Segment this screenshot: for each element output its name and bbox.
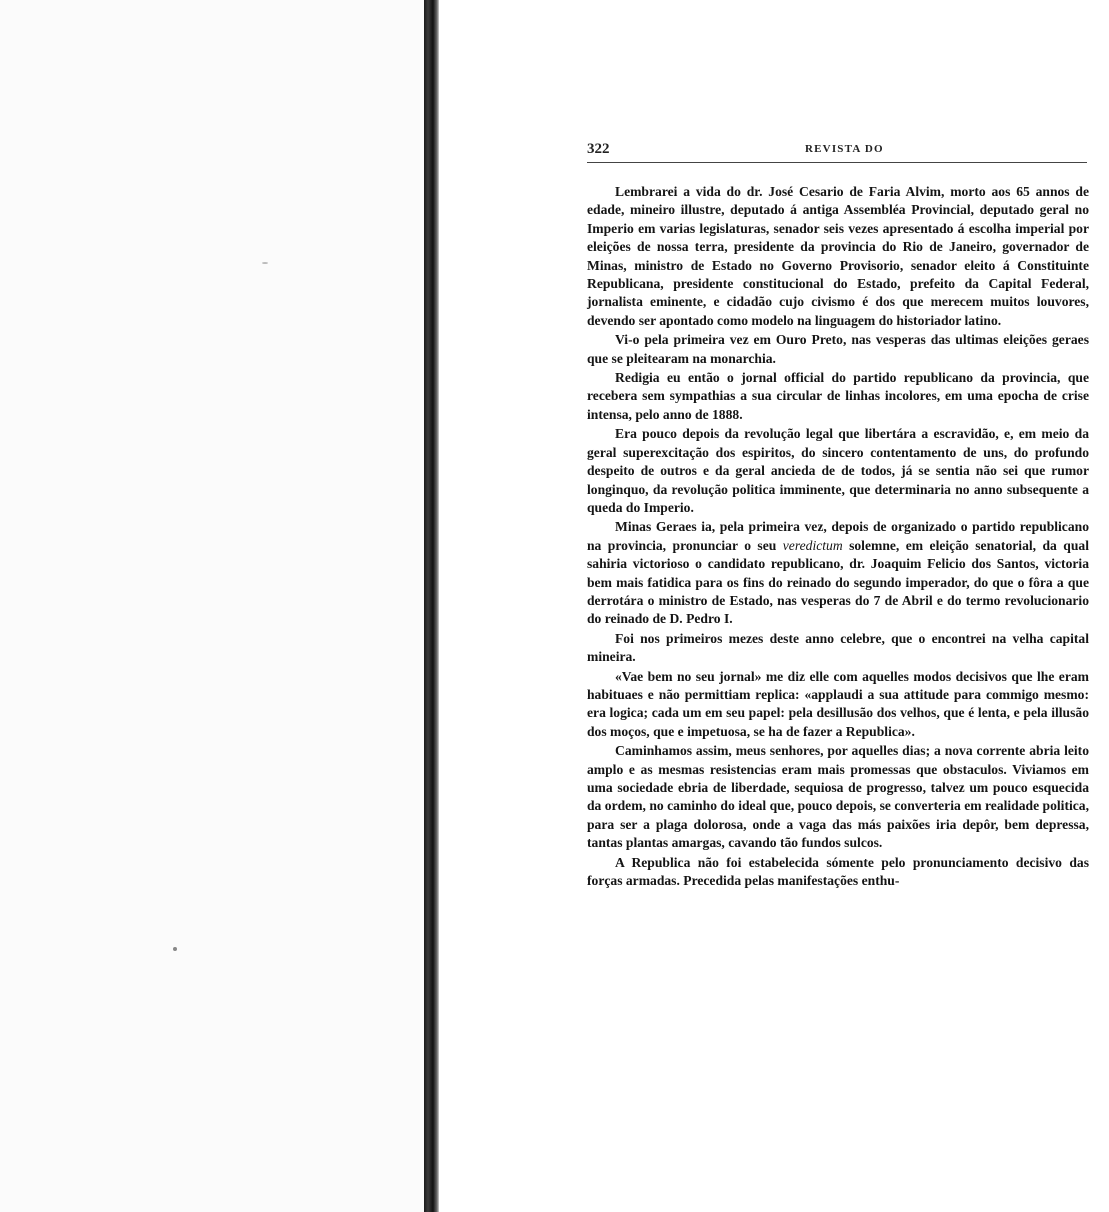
journal-title: REVISTA DO (805, 143, 884, 155)
paragraph: Vi-o pela primeira vez em Ouro Preto, nas vesperas das ultimas eleições geraes que se pleitearam na monarchia. (587, 332, 1089, 366)
book-binding-gutter (424, 0, 439, 1212)
paragraph: Redigia eu então o jornal official do partido republicano da provincia, que recebera sem sympathias a sua circular de linhas incolores, em uma epocha de crise intensa, pelo anno de 1888. (587, 370, 1089, 422)
running-head (587, 141, 1087, 161)
paragraph-text: solemne, em eleição senatorial, da qual sahiria victorioso o candidato republicano, dr. Joaquim Felicio dos Santos, victoria bem mais fatidica para os fins do reinado do segundo imperador, do que o fôra a que derrotára o ministro de Estado, nas vesperas do 7 de Abril e do termo revolucionario do reinado de D. Pedro I. (587, 537, 1089, 627)
paragraph: A Republica não foi estabelecida sómente pelo pronunciamento decisivo das forças armadas. Precedida pelas manifestações enthu- (587, 854, 1089, 889)
paragraph (587, 518, 1089, 628)
facing-blank-page (0, 0, 424, 1212)
paragraph: Caminhamos assim, meus senhores, por aquelles dias; a nova corrente abria leito amplo e as mesmas resistencias eram mais promessas que obstaculos. Viviamos em uma sociedade ebria de liberdade, sequiosa de progresso, talvez um pouco esquecida da ordem, no caminho do ideal que, pouco depois, se converteria em realidade politica, para ser a plaga dolorosa, onde a vaga das más paixões iria depôr, bem depressa, tantas plantas amargas, cavando tão fundos sulcos. (587, 743, 1089, 851)
page-number: 322 (587, 141, 610, 157)
paragraph: Era pouco depois da revolução legal que libertára a escravidão, e, em meio da geral superexcitação dos espiritos, do sincero contentamento de uns, do profundo despeito de outros e da geral ancieda de de todos, já se sentia não sei que rumor longinquo, da revolução politica imminente, que determinaria no anno subsequente a queda do Imperio. (587, 426, 1089, 515)
italic-term: veredictum (782, 537, 843, 553)
article-body (587, 183, 1089, 890)
paragraph-text: Minas Geraes ia, pela primeira vez, depois de organizado o partido republicano na provincia, pronunciar o seu (587, 519, 1089, 553)
paragraph: Foi nos primeiros mezes deste anno celebre, que o encontrei na velha capital mineira. (587, 630, 1089, 665)
paper-speck (262, 262, 268, 264)
paper-speck (173, 947, 177, 951)
header-rule (587, 162, 1087, 163)
paragraph: «Vae bem no seu jornal» me diz elle com aquelles modos decisivos que lhe eram habituaes e não permittiam replica: «applaudi a sua attitude para commigo mesmo: era logica; cada um em seu papel: pela desillusão dos velhos, que é lenta, e pela illusão dos moços, que e impetuosa, se ha de fazer a Republica». (587, 668, 1089, 739)
paragraph: Lembrarei a vida do dr. José Cesario de Faria Alvim, morto aos 65 annos de edade, mineiro illustre, deputado á antiga Assembléa Provincial, deputado geral no Imperio em varias legislaturas, senador seis vezes apresentado á escolha imperial por eleições de nossa terra, presidente da provincia do Rio de Janeiro, governador de Minas, ministro de Estado no Governo Provisorio, senador eleito á Constituinte Republicana, presidente constitucional do Estado, prefeito da Capital Federal, jornalista eminente, e cidadão cujo civismo é dos que merecem muitos louvores, devendo ser apontado como modelo na linguagem do historiador latino. (587, 184, 1089, 328)
